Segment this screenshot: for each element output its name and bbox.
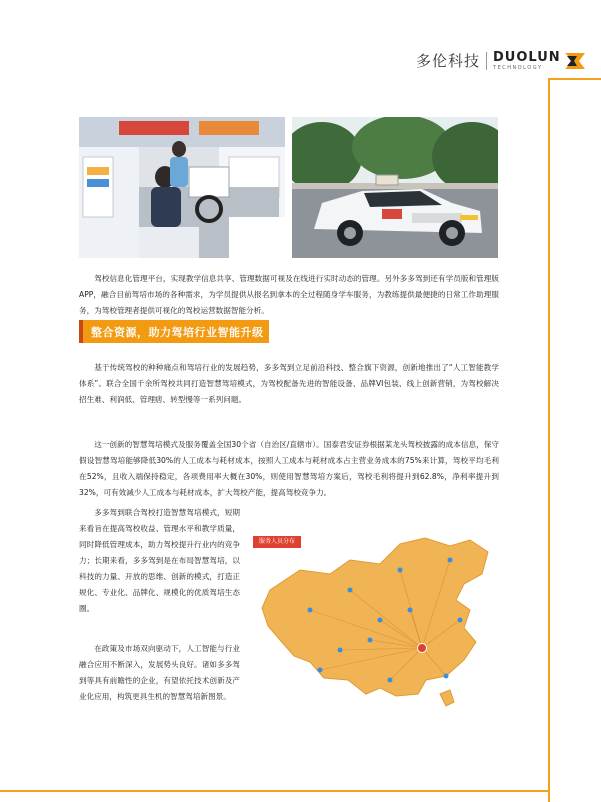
- map-caption-tag: 服务人员分布: [253, 536, 301, 548]
- frame-line-right: [548, 80, 550, 802]
- duolun-arrow-icon: [565, 53, 585, 69]
- section-heading: [79, 320, 269, 343]
- logo-english-top: DUOLUN: [493, 49, 561, 65]
- frame-line-top: [548, 78, 601, 80]
- paragraph-ai-teaching-system: 基于传统驾校的种种痛点和驾培行业的发展趋势，多多驾到立足前沿科技、整合旗下资源，创新地推出了“人工智能教学体系”。联合全国千余所驾校共同打造智慧驾培模式，为驾校配备先进的智能设备、品牌VI包装、线上创新营销，为驾校解决招生难、利润低、管理痞、转型慢等一系列问题。: [79, 363, 499, 404]
- logo-english-bottom: TECHNOLOGY: [493, 64, 543, 71]
- logo-divider: [486, 52, 487, 70]
- logo-english-name: [493, 51, 561, 71]
- section-heading-title: 整合资源，助力驾培行业智能升级: [91, 325, 264, 339]
- paragraph-cost-analysis: 这一创新的智慧驾培模式及服务覆盖全国30个省（自治区/直辖市）。国泰君安证券根据某龙头驾校披露的成本信息，保守假设智慧驾培能够降低30%的人工成本与耗材成本，按照人工成本与耗材成本占主营业务成本的75%来计算，驾校平均毛利在52%，且收入端保持稳定，各项费用率大概在30%，则使用智慧驾培方案后，驾校毛利将提升到62.8%，净利率提升到32%，可有效减少人工成本与耗材成本，扩大驾校产能，提高驾校竞争力。: [79, 440, 499, 497]
- company-logo: [416, 50, 585, 71]
- paragraph-management-platform: 驾校信息化管理平台，实现教学信息共享、管理数据可视及在线进行实时动态的管理。另外多多驾到还有学员版和管理版APP，融合目前驾培市场的各种需求，为学员提供从报名到拿本的全过程随身学车服务，为教练提供最便捷的日常工作助理服务，为驾校管理者提供可视化的驾校运营数据智能分析。: [79, 274, 499, 315]
- logo-chinese-name: 多伦科技: [416, 52, 481, 70]
- paragraph-outlook: 在政策及市场双向驱动下，人工智能与行业融合应用不断深入，发展势头良好。诸如多多驾到等具有前瞻性的企业，有望依托技术创新及产业化应用，构筑更具生机的智慧驾培新图景。: [79, 644, 240, 701]
- paragraph-smart-training-model: 多多驾到联合驾校打造智慧驾培模式，短期来看旨在提高驾校收益、管理水平和教学质量，同时降低管理成本，助力驾校提升行业内的竞争力；长期来看，多多驾到是在布局智慧驾培，以科技的力量、开放的思维、创新的模式，打造正规化、专业化、品牌化、规模化的优质驾培生态圈。: [79, 508, 240, 613]
- china-distribution-map: [250, 530, 502, 720]
- simulator-classroom-photo: [79, 117, 285, 258]
- training-car-photo: [292, 117, 498, 258]
- frame-line-bottom: [0, 790, 550, 792]
